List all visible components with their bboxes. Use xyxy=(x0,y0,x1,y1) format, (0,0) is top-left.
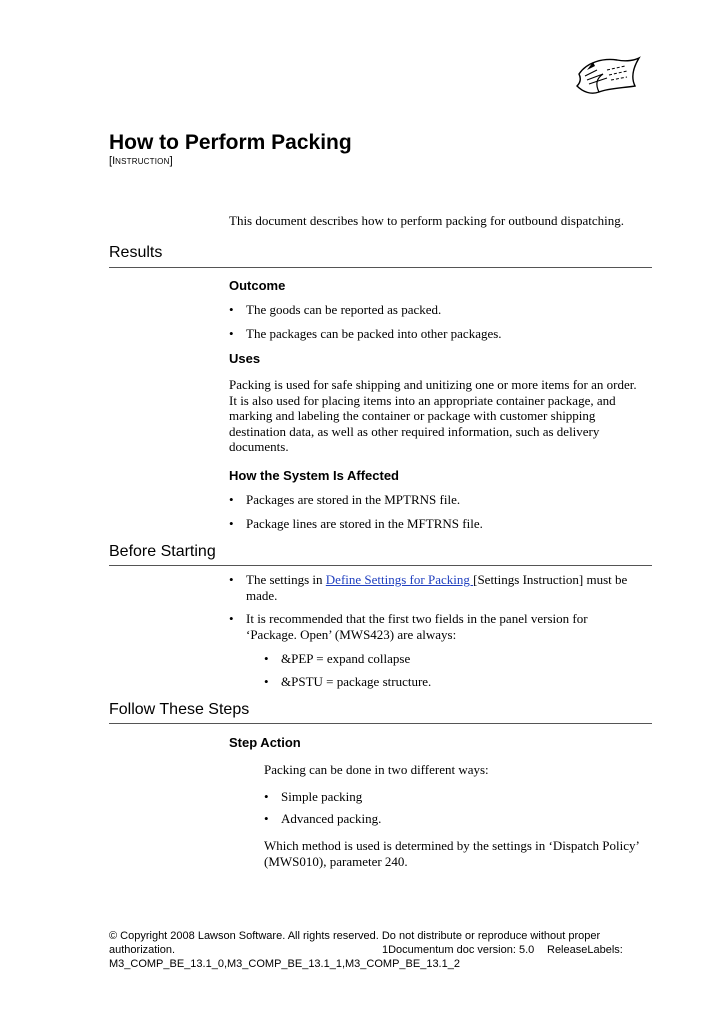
list-item: • The settings in Define Settings for Packing [Settings Instruction] must be made. xyxy=(229,572,628,603)
list-item: • &PSTU = package structure. xyxy=(264,674,432,689)
step-action-heading: Step Action xyxy=(229,735,301,750)
footer-release-labels: M3_COMP_BE_13.1_0,M3_COMP_BE_13.1_1,M3_COMP_BE_13.1_2 xyxy=(109,958,460,970)
section-divider xyxy=(109,565,652,566)
list-item: • The packages can be packed into other packages. xyxy=(229,326,502,341)
steps-intro: Packing can be done in two different ways: xyxy=(264,762,489,777)
method-paragraph: Which method is used is determined by the settings in ‘Dispatch Policy’ (MWS010), parameter 240. xyxy=(264,838,640,869)
outcome-heading: Outcome xyxy=(229,278,286,293)
footer-doc-version: 1Documentum doc version: 5.0 xyxy=(382,944,535,956)
page-title: How to Perform Packing xyxy=(109,131,352,154)
section-heading-before-starting: Before Starting xyxy=(109,543,216,560)
list-item: • Advanced packing. xyxy=(264,811,382,826)
document-type-label: [INSTRUCTION] xyxy=(109,155,173,167)
list-item: • The goods can be reported as packed. xyxy=(229,302,442,317)
list-item: • Simple packing xyxy=(264,789,363,804)
intro-text: This document describes how to perform packing for outbound dispatching. xyxy=(229,213,624,228)
copyright-text: © Copyright 2008 Lawson Software. All rights reserved. Do not distribute or reproduce without proper xyxy=(109,930,601,942)
section-heading-follow-steps: Follow These Steps xyxy=(109,701,250,718)
list-item: • Package lines are stored in the MFTRNS file. xyxy=(229,516,483,531)
section-divider xyxy=(109,267,652,268)
document-quill-icon xyxy=(573,54,643,96)
footer-release-labels-label: ReleaseLabels: xyxy=(547,944,623,956)
section-heading-results: Results xyxy=(109,244,163,261)
list-item: • It is recommended that the first two fields in the panel version for ‘Package. Open’ (MWS423) are always: xyxy=(229,611,588,642)
section-divider xyxy=(109,723,652,724)
footer xyxy=(109,929,629,971)
footer-authorization: authorization. xyxy=(109,944,176,956)
system-affected-heading: How the System Is Affected xyxy=(229,468,400,483)
uses-paragraph: Packing is used for safe shipping and unitizing one or more items for an order. It is also used for placing items into an appropriate container package, and marking and labeling the container or package with customer shipping destination data, as well as other required information, such as delivery documents. xyxy=(229,377,637,454)
uses-heading: Uses xyxy=(229,351,261,366)
list-item: • &PEP = expand collapse xyxy=(264,651,411,666)
define-settings-link[interactable]: Define Settings for Packing xyxy=(325,572,474,587)
list-item: • Packages are stored in the MPTRNS file. xyxy=(229,492,461,507)
